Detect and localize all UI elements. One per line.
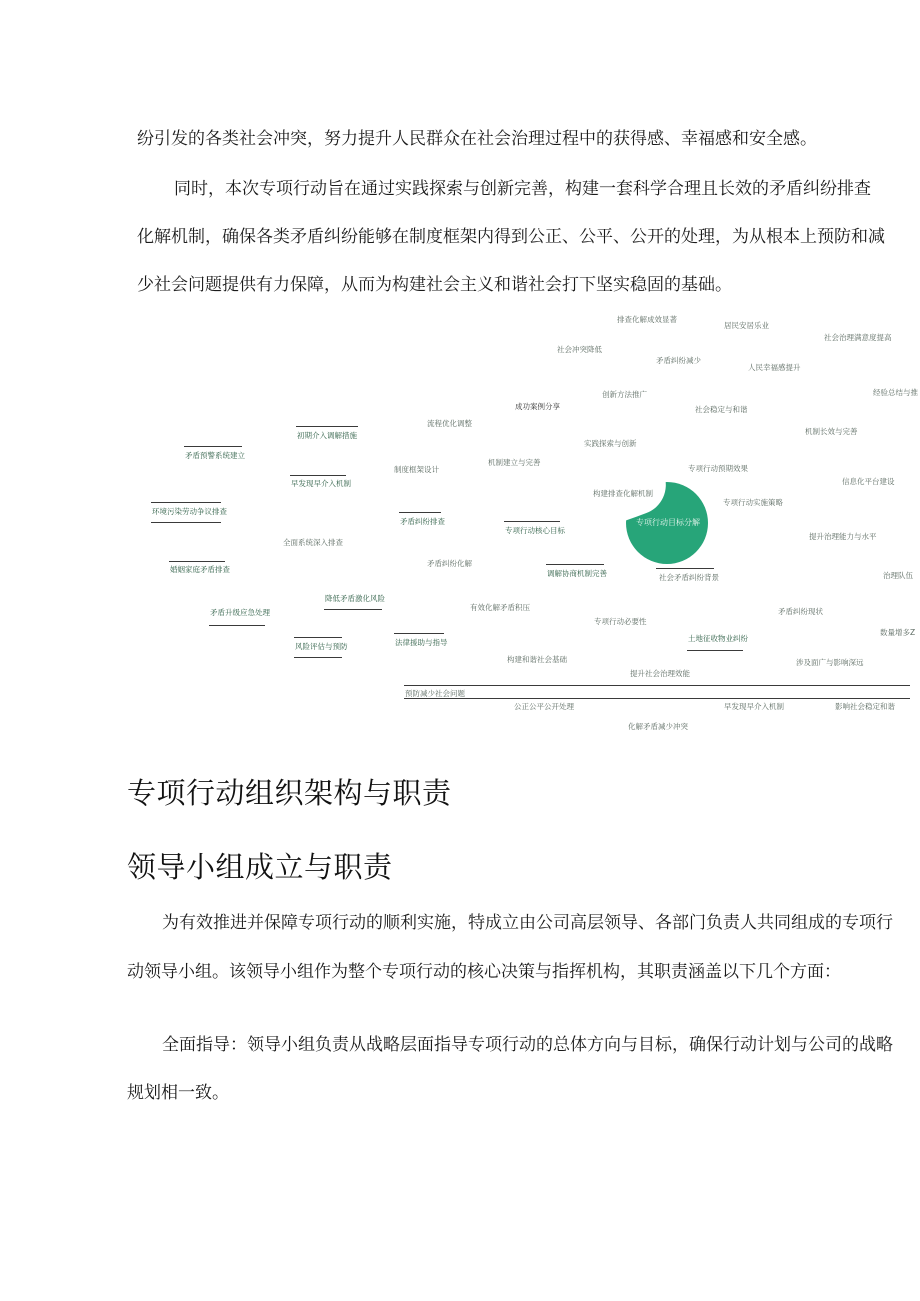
label-underline xyxy=(504,521,560,522)
mind-map-label: 社会治理满意度提高 xyxy=(824,333,892,342)
mind-map-label: 实践探索与创新 xyxy=(584,439,637,448)
mind-map-label: 构建排查化解机制 xyxy=(593,489,653,498)
mind-map-label: 早发现早介入机制 xyxy=(724,702,784,711)
label-underline xyxy=(296,426,358,427)
mind-map-label: 专项行动必要性 xyxy=(594,617,647,626)
mind-map-label: 专项行动实施策略 xyxy=(723,498,783,507)
mind-map-label: 影响社会稳定和谐 xyxy=(835,702,895,711)
mind-map-label: 社会稳定与和谐 xyxy=(695,405,748,414)
mind-map-label: 矛盾纠纷减少 xyxy=(656,356,701,365)
paragraph-line: 动领导小组。该领导小组作为整个专项行动的核心决策与指挥机构，其职责涵盖以下几个方面： xyxy=(127,962,841,982)
mind-map-label: 风险评估与预防 xyxy=(295,642,348,651)
paragraph-line: 少社会问题提供有力保障，从而为构建社会主义和谐社会打下坚实稳固的基础。 xyxy=(137,275,732,295)
mind-map-label: 专项行动核心目标 xyxy=(505,526,565,535)
mind-map-figure xyxy=(0,305,920,745)
label-underline xyxy=(294,657,342,658)
mind-map-label: 制度框架设计 xyxy=(394,465,439,474)
mind-map-label: 预防减少社会问题 xyxy=(405,689,465,698)
label-underline xyxy=(151,522,221,523)
mind-map-label: 数量增多Z xyxy=(880,628,916,637)
mind-map-label: 创新方法推广 xyxy=(602,390,647,399)
label-underline xyxy=(290,475,346,476)
mind-map-label: 初期介入调解措施 xyxy=(297,431,357,440)
mind-map-label: 矛盾预警系统建立 xyxy=(185,451,245,460)
mind-map-label: 治理队伍 xyxy=(883,571,913,580)
label-underline xyxy=(151,502,221,503)
mind-map-label: 排查化解成效显著 xyxy=(617,315,677,324)
mind-map-label: 流程优化调整 xyxy=(427,419,472,428)
section-heading: 专项行动组织架构与职责 xyxy=(127,776,452,810)
mind-map-label: 婚姻家庭矛盾排查 xyxy=(170,565,230,574)
mind-map-label: 专项行动预期效果 xyxy=(688,464,748,473)
paragraph-line: 纷引发的各类社会冲突，努力提升人民群众在社会治理过程中的获得感、幸福感和安全感。 xyxy=(137,129,817,149)
mind-map-label: 提升治理能力与水平 xyxy=(809,532,877,541)
mind-map-label: 降低矛盾激化风险 xyxy=(325,594,385,603)
label-underline xyxy=(394,633,444,634)
label-underline xyxy=(169,561,225,562)
mind-map-label: 矛盾纠纷排查 xyxy=(400,517,445,526)
label-underline xyxy=(687,650,743,651)
label-underline xyxy=(209,625,265,626)
mind-map-label: 社会矛盾纠纷背景 xyxy=(659,573,719,582)
mind-map-label: 全面系统深入排查 xyxy=(283,538,343,547)
mind-map-label: 矛盾纠纷化解 xyxy=(427,559,472,568)
mind-map-label: 机制长效与完善 xyxy=(805,427,858,436)
subsection-heading: 领导小组成立与职责 xyxy=(127,850,393,884)
paragraph-line: 同时，本次专项行动旨在通过实践探索与创新完善，构建一套科学合理且长效的矛盾纠纷排查 xyxy=(174,179,871,199)
paragraph-line: 化解机制，确保各类矛盾纠纷能够在制度框架内得到公正、公平、公开的处理，为从根本上预防和减 xyxy=(137,227,885,247)
mind-map-label: 法律援助与指导 xyxy=(395,638,448,647)
mind-map-label: 土地征收物业纠纷 xyxy=(688,634,748,643)
label-underline xyxy=(324,609,382,610)
mind-map-label: 经验总结与推 xyxy=(873,388,918,397)
mind-map-label: 机制建立与完善 xyxy=(488,458,541,467)
mind-map-label: 环境污染劳动争议排查 xyxy=(152,507,227,516)
mind-map-label: 调解协商机制完善 xyxy=(547,569,607,578)
label-underline xyxy=(656,568,714,569)
mind-map-label: 公正公平公开处理 xyxy=(514,702,574,711)
mind-map-label: 信息化平台建设 xyxy=(842,477,895,486)
mind-map-label: 化解矛盾减少冲突 xyxy=(628,722,688,731)
paragraph-line: 为有效推进并保障专项行动的顺利实施，特成立由公司高层领导、各部门负责人共同组成的专项行 xyxy=(162,913,893,933)
mind-map-label: 矛盾升级应急处理 xyxy=(210,608,270,617)
label-underline xyxy=(294,637,342,638)
label-underline xyxy=(399,512,441,513)
mind-map-label: 人民幸福感提升 xyxy=(748,363,801,372)
mind-map-label: 早发现早介入机制 xyxy=(291,479,351,488)
mind-map-label: 提升社会治理效能 xyxy=(630,669,690,678)
mind-map-label: 构建和谐社会基础 xyxy=(507,655,567,664)
mind-map-label: 矛盾纠纷现状 xyxy=(778,607,823,616)
label-underline xyxy=(404,698,910,699)
mind-map-label: 涉及面广与影响深远 xyxy=(796,658,864,667)
mind-map-center-label: 专项行动目标分解 xyxy=(636,518,700,527)
paragraph-line: 全面指导：领导小组负责从战略层面指导专项行动的总体方向与目标，确保行动计划与公司的战略 xyxy=(162,1035,893,1055)
label-underline xyxy=(546,564,604,565)
mind-map-label: 成功案例分享 xyxy=(515,402,560,411)
label-underline xyxy=(184,446,242,447)
mind-map-label: 社会冲突降低 xyxy=(557,345,602,354)
paragraph-line: 规划相一致。 xyxy=(127,1083,229,1103)
mind-map-label: 有效化解矛盾积压 xyxy=(470,603,530,612)
label-underline xyxy=(404,685,910,686)
mind-map-label: 居民安居乐业 xyxy=(724,321,769,330)
